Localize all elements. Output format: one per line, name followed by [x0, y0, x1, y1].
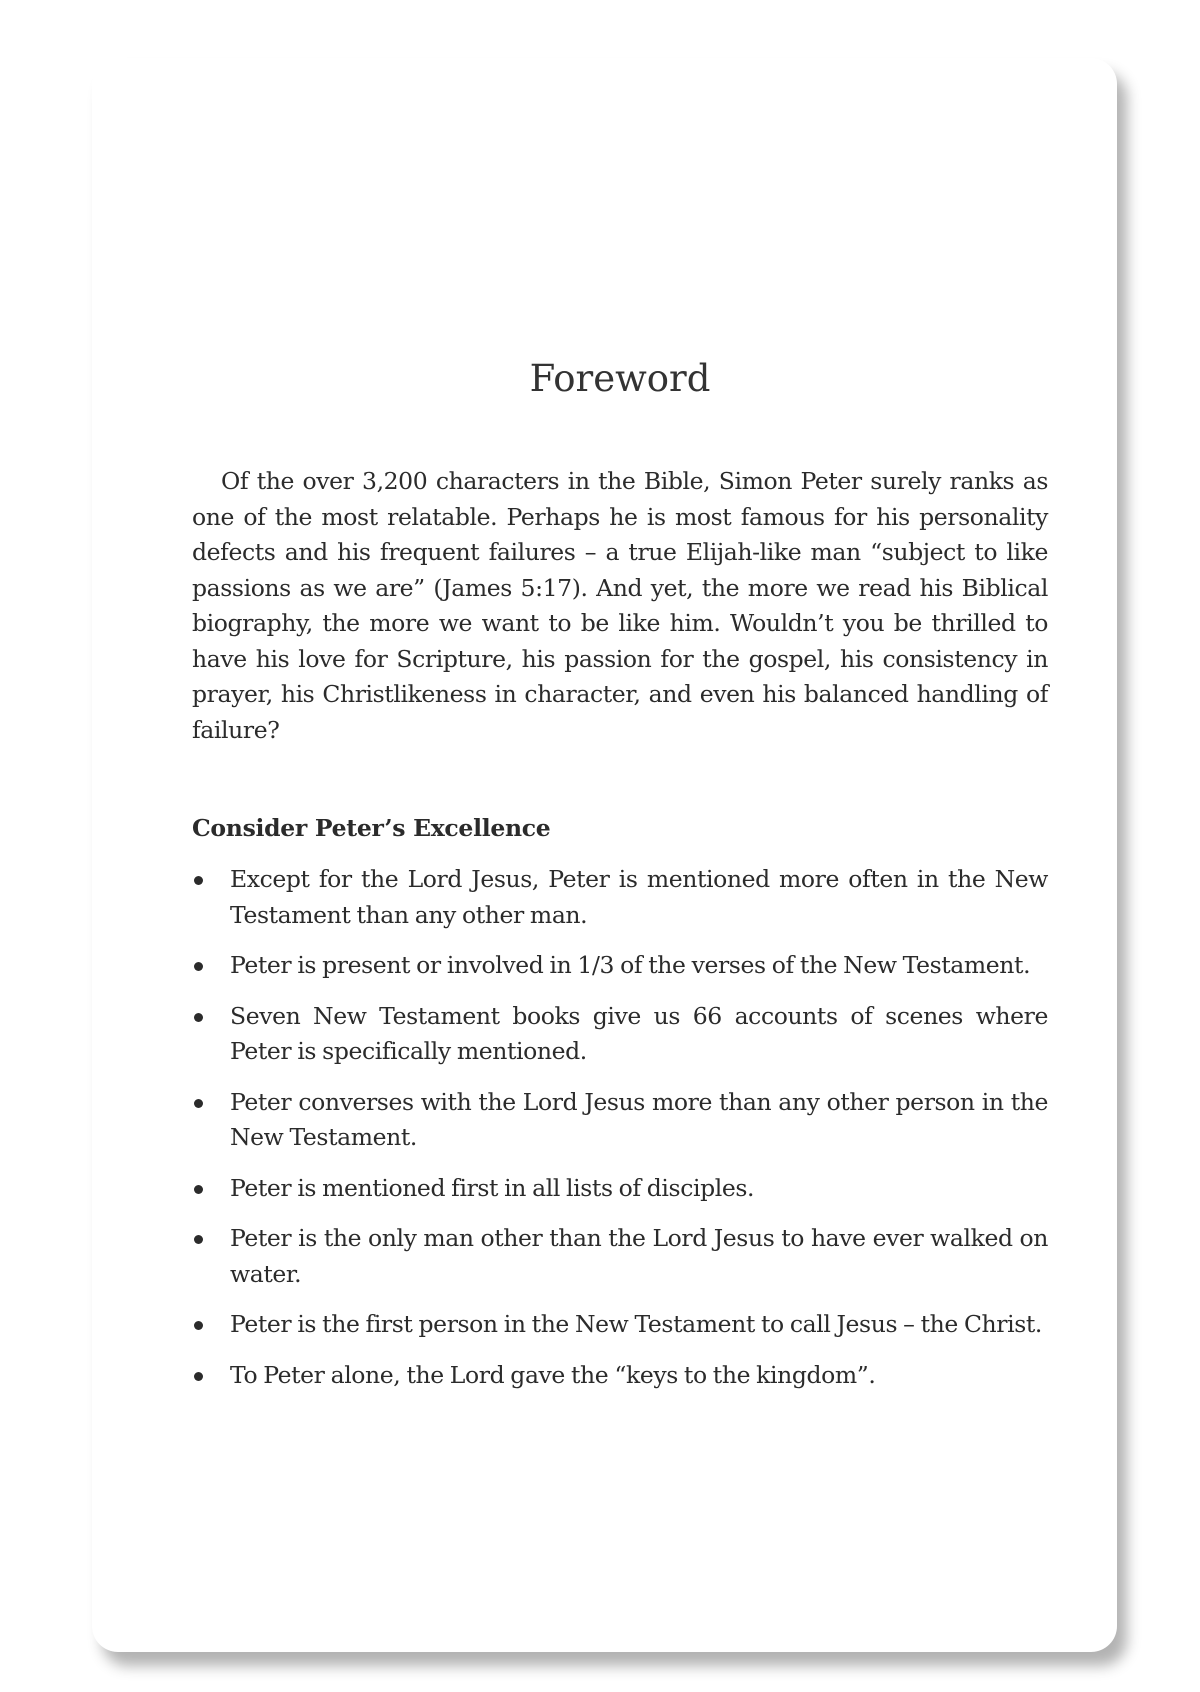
- list-item: [192, 1307, 1048, 1343]
- list-item: [192, 1171, 1048, 1207]
- list-item-text: Seven New Testament books give us 66 accounts of scenes where Peter is specifically mentioned.: [230, 1001, 1048, 1065]
- list-item-text: Peter is the only man other than the Lord Jesus to have ever walked on water.: [230, 1224, 1048, 1288]
- section-heading: Consider Peter’s Excellence: [192, 814, 551, 842]
- list-item-text: Peter converses with the Lord Jesus more than any other person in the New Testament.: [230, 1087, 1048, 1151]
- list-item: [192, 999, 1048, 1070]
- bullet-icon: [194, 1013, 203, 1022]
- bullet-icon: [194, 876, 203, 885]
- bullet-icon: [194, 1099, 203, 1108]
- intro-paragraph: Of the over 3,200 characters in the Bible, Simon Peter surely ranks as one of the most relatable. Perhaps he is most famous for his personality defects and his frequent failures – a true Elijah-like man “subject to like passions as we are” (James 5:17). And yet, the more we read his Biblical biography, the more we want to be like him. Wouldn’t you be thrilled to have his love for Scripture, his passion for the gospel, his consistency in prayer, his Christlikeness in character, and even his balanced handling of failure?: [192, 467, 1048, 744]
- bullet-icon: [194, 1372, 203, 1381]
- bullet-icon: [194, 1321, 203, 1330]
- list-item: [192, 1085, 1048, 1156]
- list-item-text: Except for the Lord Jesus, Peter is mentioned more often in the New Testament than any other man.: [230, 865, 1048, 929]
- book-page: [92, 58, 1117, 1652]
- list-item: [192, 1358, 1048, 1394]
- list-item-text: Peter is present or involved in 1/3 of the verses of the New Testament.: [230, 951, 1031, 979]
- bullet-icon: [194, 1185, 203, 1194]
- excellence-list: [192, 862, 1048, 1408]
- page-title: Foreword: [529, 357, 711, 400]
- bullet-icon: [194, 962, 203, 971]
- list-item-text: Peter is mentioned first in all lists of disciples.: [230, 1173, 755, 1202]
- list-item: [192, 862, 1048, 933]
- list-item-text: Peter is the first person in the New Testament to call Jesus – the Christ.: [230, 1310, 1042, 1338]
- list-item: [192, 1221, 1048, 1292]
- list-item-text: To Peter alone, the Lord gave the “keys to the kingdom”.: [230, 1360, 876, 1389]
- list-item: [192, 948, 1048, 984]
- bullet-icon: [194, 1235, 203, 1244]
